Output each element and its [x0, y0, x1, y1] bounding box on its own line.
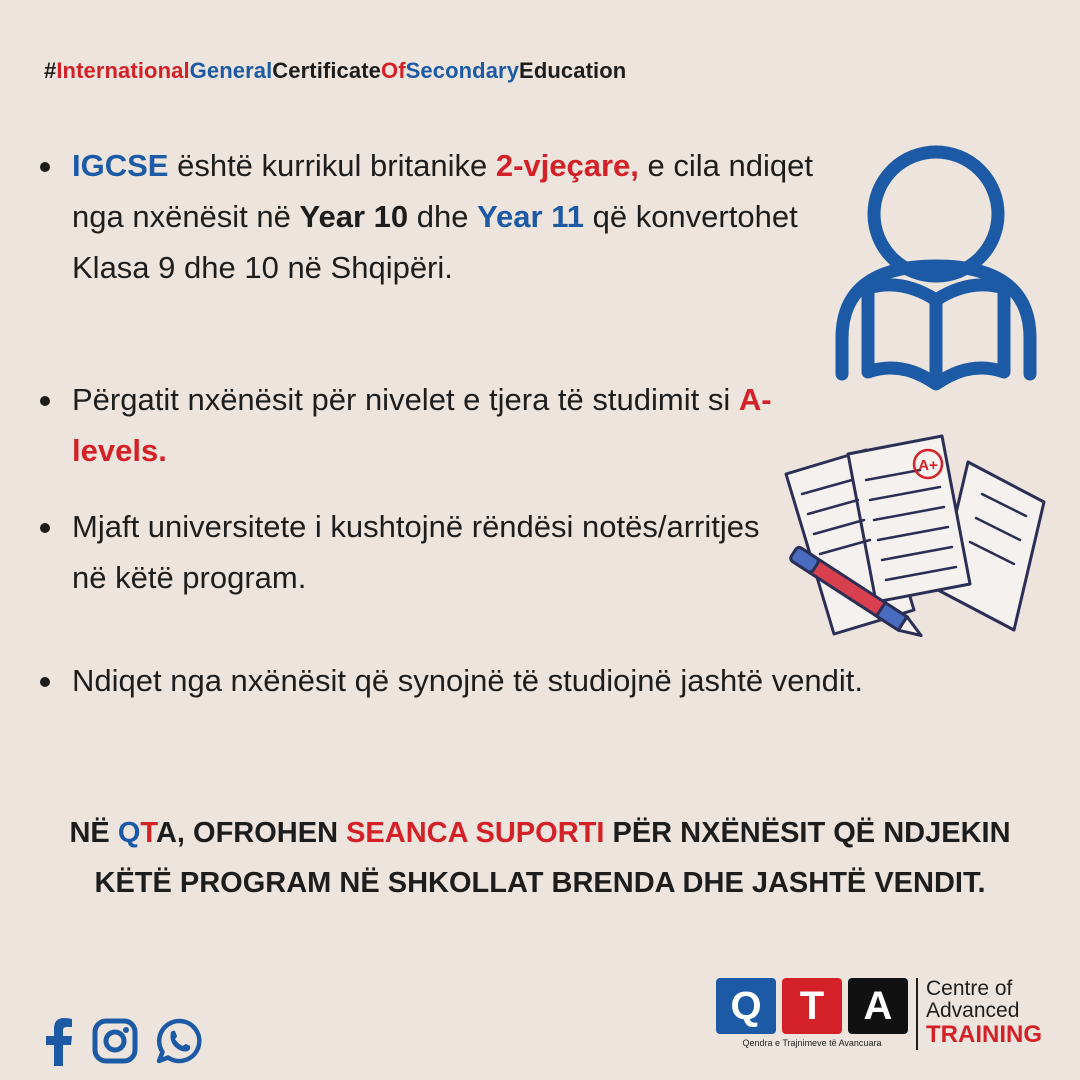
papers-icon: [778, 428, 1053, 638]
cta-text: PËR NXËNËSIT QË NDJEKIN KËTË PROGRAM NË SHKOLLAT BRENDA DHE JASHTË VENDIT.: [94, 817, 1011, 899]
whatsapp-icon[interactable]: [156, 1018, 202, 1071]
logo-training: TRAINING: [926, 1021, 1042, 1048]
cta-a: A: [155, 817, 177, 849]
support-sessions-callout: [60, 808, 1020, 908]
logo-tagline: Qendra e Trajnimeve të Avancuara: [742, 1038, 882, 1048]
instagram-icon[interactable]: [92, 1018, 138, 1071]
logo-q: Q: [716, 978, 776, 1034]
cta-text: , OFROHEN: [176, 817, 347, 849]
bullet-igcse: [36, 140, 862, 293]
bullet-text: Përgatit nxënësit për nivelet e tjera të studimit si: [72, 382, 739, 417]
hashtag-international: International: [56, 58, 190, 83]
bullet-alevels: [36, 374, 792, 476]
year11-term: Year 11: [477, 199, 584, 234]
bullet-text: Ndiqet nga nxënësit që synojnë të studiojnë jashtë vendit.: [72, 663, 864, 698]
hashtag-general: General: [189, 58, 273, 83]
bullet-text: Mjaft universitete i kushtojnë rëndësi notës/arritjes në këtë program.: [72, 509, 760, 595]
hashtag-hash: #: [44, 58, 57, 83]
logo-divider: [916, 978, 918, 1050]
cta-t: T: [140, 817, 156, 849]
logo-t: T: [782, 978, 842, 1034]
hashtag-of: Of: [381, 58, 406, 83]
bullet-text: që konvertohet Klasa 9 dhe 10 në Shqipëri.: [72, 199, 798, 285]
two-year-term: 2-vjeçare,: [495, 148, 639, 183]
hashtag-education: Education: [519, 58, 627, 83]
bullet-universities: [36, 501, 772, 603]
hashtag-heading: [44, 58, 626, 84]
social-links: [44, 1018, 202, 1071]
cta-seanca-suporti: SEANCA SUPORTI: [346, 817, 605, 849]
cta-text: NË: [69, 817, 118, 849]
bullet-text: e cila ndiqet nga nxënësit në: [72, 148, 813, 234]
logo-a: A: [848, 978, 908, 1034]
cta-q: Q: [117, 817, 141, 849]
grade-label: A+: [918, 457, 938, 474]
igcse-term: IGCSE: [72, 148, 169, 183]
year10-term: Year 10: [299, 199, 409, 234]
bullet-abroad: [36, 655, 872, 706]
bullet-text: dhe: [408, 199, 478, 234]
bullet-text: është kurrikul britanike: [168, 148, 496, 183]
facebook-icon[interactable]: [44, 1018, 74, 1071]
hashtag-certificate: Certificate: [272, 58, 381, 83]
logo-centre-of: Centre of: [926, 977, 1013, 1000]
logo-advanced: Advanced: [926, 999, 1020, 1022]
alevels-term: A-levels.: [72, 382, 772, 468]
hashtag-secondary: Secondary: [405, 58, 520, 83]
reader-icon: [830, 138, 1060, 398]
